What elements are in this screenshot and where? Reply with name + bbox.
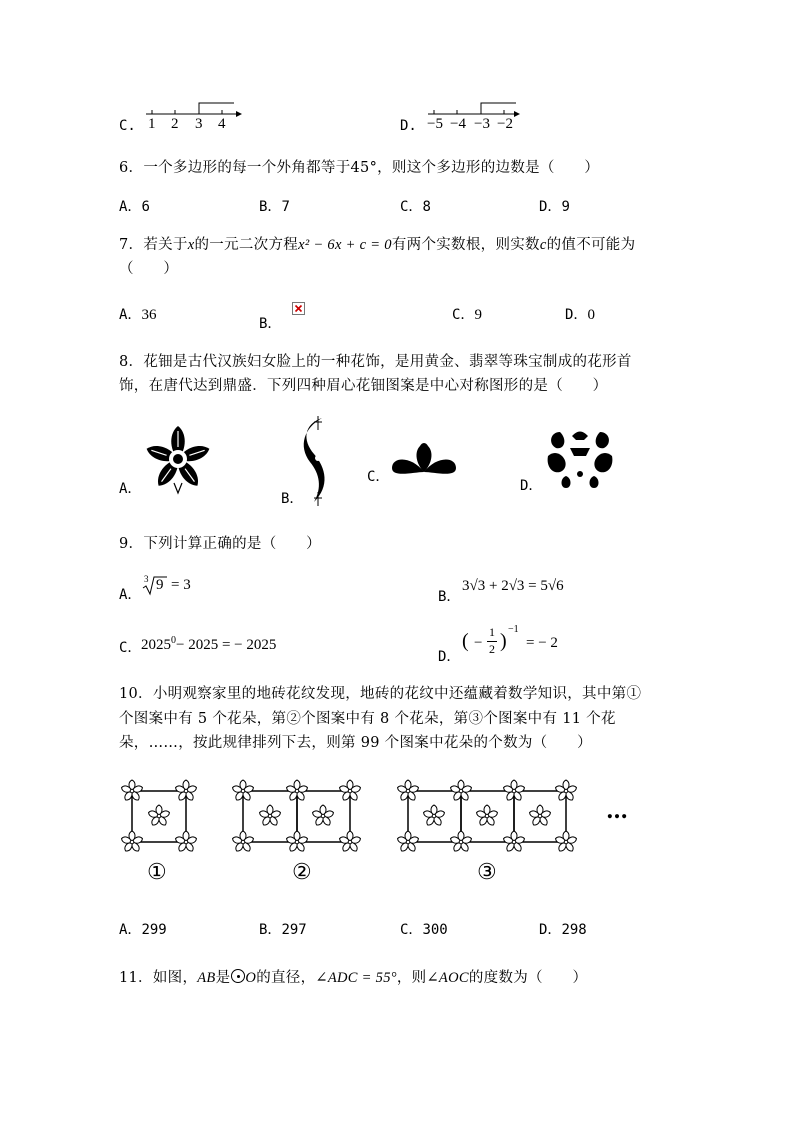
q10-figure-label-3: ③ — [477, 860, 497, 885]
q5-d-tick-3: −3 — [474, 116, 490, 132]
circle-dot-symbol — [231, 969, 245, 983]
q5-c-tick-1: 1 — [148, 116, 156, 132]
q10-tile-patterns-figure — [110, 770, 640, 865]
q7-answer-paren: （ ） — [119, 261, 179, 277]
q10-stem-line-3: 朵，……，按此规律排列下去，则第 99 个图案中花朵的个数为（ ） — [119, 735, 592, 751]
q8-stem-line-2: 饰，在唐代达到鼎盛．下列四种眉心花钿图案是中心对称图形的是（ ） — [119, 378, 608, 394]
q8-option-b-s-curve-figure — [300, 414, 340, 506]
q10-option-b: B．297 — [259, 922, 307, 938]
q9-option-d-label: D． — [438, 649, 461, 665]
q9-option-b-label: B． — [438, 589, 461, 605]
q6-option-a: A．6 — [119, 199, 150, 215]
q8-option-b-label: B． — [281, 491, 304, 507]
q9-option-a-label: A． — [119, 587, 142, 603]
q9-option-c-expr: $2025^0- 2025$ = − 2025 — [141, 635, 277, 653]
q8-stem-line-1: 8．花钿是古代汉族妇女脸上的一种花饰，是用黄金、翡翠等珠宝制成的花形首 — [119, 354, 632, 370]
q8-option-c-label: C． — [367, 469, 390, 485]
q9-option-c-label: C． — [119, 640, 142, 656]
broken-image-icon — [292, 302, 306, 316]
q7-option-b: B． — [259, 316, 282, 332]
q5-c-tick-2: 2 — [171, 116, 179, 132]
q5-d-tick-4: −2 — [497, 116, 513, 132]
q10-option-c: C．300 — [400, 922, 448, 938]
q10-ellipsis: … — [606, 798, 628, 824]
q8-option-a-label: A． — [119, 481, 142, 497]
q8-option-a-flower-figure — [143, 424, 213, 494]
q7-option-d: D．0 — [565, 307, 595, 323]
q5-c-tick-3: 3 — [195, 116, 203, 132]
q6-stem: 6．一个多边形的每一个外角都等于45°，则这个多边形的边数是（ ） — [119, 160, 600, 176]
q8-option-d-label: D． — [520, 478, 543, 494]
q8-option-d-panda-figure — [544, 426, 616, 492]
q5-d-tick-1: −5 — [427, 116, 443, 132]
q9-stem: 9．下列计算正确的是（ ） — [119, 536, 321, 552]
q10-option-d: D．298 — [539, 922, 587, 938]
q10-figure-label-2: ② — [292, 860, 312, 885]
q7-stem: 7．若关于x的一元二次方程x² − 6x + c = 0有两个实数根，则实数c的值不可能为 — [119, 237, 636, 253]
q10-stem-line-2: 个图案中有 5 个花朵，第②个图案中有 8 个花朵，第③个图案中有 11 个花 — [119, 711, 616, 727]
q10-figure-label-1: ① — [147, 860, 167, 885]
q10-option-a: A．299 — [119, 922, 167, 938]
q11-stem: 11．如图，AB是 O的直径，∠ADC = 55°，则∠AOC的度数为（ ） — [119, 970, 588, 986]
q5-c-tick-4: 4 — [218, 116, 226, 132]
q5-option-d-label: D. — [400, 118, 417, 134]
q8-option-c-petals-figure — [388, 428, 460, 484]
q6-option-d: D．9 — [539, 199, 570, 215]
q6-option-b: B．7 — [259, 199, 290, 215]
q7-option-a: A．36 — [119, 307, 157, 323]
q5-option-c-label: C. — [119, 118, 136, 134]
q10-stem-line-1: 10．小明观察家里的地砖花纹发现，地砖的花纹中还蕴藏着数学知识，其中第① — [119, 686, 642, 702]
q6-option-c: C．8 — [400, 199, 431, 215]
q9-option-b-expr: 3√3 + 2√3 = 5√6 — [462, 578, 564, 594]
q7-option-c: C．9 — [452, 307, 482, 323]
q5-d-tick-2: −4 — [450, 116, 466, 132]
